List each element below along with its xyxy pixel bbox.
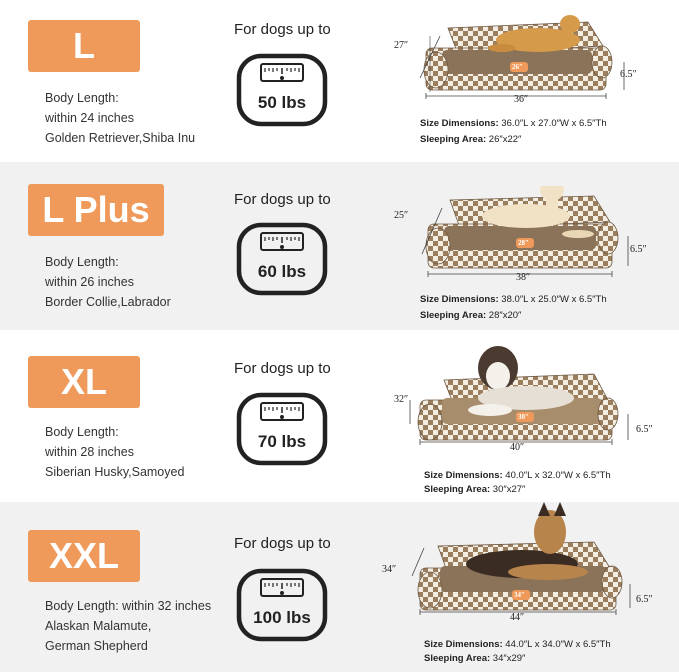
depth-label: 27″ bbox=[394, 40, 409, 51]
size-badge: L Plus bbox=[28, 184, 164, 236]
sleeping-area bbox=[424, 484, 525, 495]
sleeping-area-label: Sleeping Area: bbox=[424, 653, 491, 664]
size-dimensions-label: Size Dimensions: bbox=[424, 639, 503, 650]
scale-icon bbox=[236, 392, 328, 466]
height-label: 6.5″ bbox=[636, 424, 653, 435]
size-dimensions-value: 36.0″L x 27.0″W x 6.5″Th bbox=[498, 118, 607, 129]
max-weight: 50 lbs bbox=[257, 93, 307, 112]
breeds: German Shepherd bbox=[45, 639, 148, 653]
body-length-value: within 24 inches bbox=[45, 111, 134, 125]
for-dogs-label: For dogs up to bbox=[234, 360, 331, 377]
sleeping-area-value: 26″x22″ bbox=[486, 134, 522, 145]
max-weight: 70 lbs bbox=[257, 432, 307, 451]
weight-scale bbox=[236, 568, 328, 642]
sleeping-area bbox=[424, 653, 525, 664]
size-dimensions bbox=[420, 294, 607, 305]
body-length-label: Body Length: bbox=[45, 91, 119, 105]
bed-icon bbox=[398, 502, 653, 618]
dog-bed-illustration bbox=[394, 186, 653, 296]
height-label: 6.5″ bbox=[630, 244, 647, 255]
cushion-size-tag: 30″ bbox=[518, 413, 529, 421]
size-row-l-plus bbox=[0, 162, 679, 330]
size-dimensions-value: 38.0″L x 25.0″W x 6.5″Th bbox=[498, 294, 607, 305]
scale-icon bbox=[236, 53, 328, 127]
breeds: Golden Retriever,Shiba Inu bbox=[45, 131, 196, 145]
size-dimensions-label: Size Dimensions: bbox=[424, 470, 503, 481]
length-label: 36″ bbox=[514, 94, 529, 105]
size-dimensions bbox=[424, 470, 611, 481]
size-dimensions bbox=[424, 639, 611, 650]
size-badge: XXL bbox=[28, 530, 140, 582]
breeds: Border Collie,Labrador bbox=[45, 295, 171, 309]
body-length-value: Alaskan Malamute, bbox=[45, 619, 152, 633]
size-dimensions-label: Size Dimensions: bbox=[420, 118, 499, 129]
dog-bed-illustration bbox=[382, 502, 653, 623]
size-dimensions bbox=[420, 118, 607, 129]
depth-label: 25″ bbox=[394, 210, 409, 221]
for-dogs-label: For dogs up to bbox=[234, 21, 331, 38]
depth-label: 34″ bbox=[382, 564, 397, 575]
breeds: Siberian Husky,Samoyed bbox=[45, 465, 185, 479]
body-length-label: Body Length: within 32 inches bbox=[45, 599, 212, 613]
body-length-info bbox=[45, 252, 171, 312]
size-dimensions-label: Size Dimensions: bbox=[420, 294, 499, 305]
body-length-label: Body Length: bbox=[45, 255, 119, 269]
body-length-value: within 28 inches bbox=[45, 445, 134, 459]
cushion-size-tag: 28″ bbox=[518, 239, 529, 247]
bed-icon bbox=[398, 340, 653, 450]
height-label: 6.5″ bbox=[636, 594, 653, 605]
body-length-label: Body Length: bbox=[45, 425, 119, 439]
length-label: 40″ bbox=[510, 442, 525, 453]
depth-label: 32″ bbox=[394, 394, 409, 405]
size-row-xxl bbox=[0, 502, 679, 672]
length-label: 44″ bbox=[510, 612, 525, 623]
max-weight: 100 lbs bbox=[253, 608, 311, 627]
dog-bed-illustration bbox=[394, 340, 653, 453]
size-badge: L bbox=[28, 20, 140, 72]
sleeping-area bbox=[420, 310, 521, 321]
cushion-size-tag: 26″ bbox=[512, 63, 523, 71]
sleeping-area-label: Sleeping Area: bbox=[420, 134, 487, 145]
scale-icon bbox=[236, 568, 328, 642]
max-weight: 60 lbs bbox=[257, 262, 307, 281]
sleeping-area-label: Sleeping Area: bbox=[424, 484, 491, 495]
cushion-size-tag: 34″ bbox=[514, 591, 525, 599]
weight-scale bbox=[236, 392, 328, 466]
scale-icon bbox=[236, 222, 328, 296]
size-row-l bbox=[0, 0, 679, 168]
body-length-info bbox=[45, 88, 195, 148]
for-dogs-label: For dogs up to bbox=[234, 191, 331, 208]
body-length-info bbox=[45, 596, 211, 656]
length-label: 38″ bbox=[516, 272, 531, 283]
sleeping-area bbox=[420, 134, 521, 145]
weight-scale bbox=[236, 222, 328, 296]
weight-scale bbox=[236, 53, 328, 127]
sleeping-area-value: 30″x27″ bbox=[490, 484, 526, 495]
german-shepherd-dog-icon bbox=[466, 502, 588, 580]
body-length-info bbox=[45, 422, 184, 482]
body-length-value: within 26 inches bbox=[45, 275, 134, 289]
sleeping-area-value: 34″x29″ bbox=[490, 653, 526, 664]
size-dimensions-value: 40.0″L x 32.0″W x 6.5″Th bbox=[502, 470, 611, 481]
size-row-xl bbox=[0, 332, 679, 500]
sleeping-area-value: 28″x20″ bbox=[486, 310, 522, 321]
sleeping-area-label: Sleeping Area: bbox=[420, 310, 487, 321]
dog-bed-illustration bbox=[394, 6, 653, 116]
height-label: 6.5″ bbox=[620, 69, 637, 80]
size-dimensions-value: 44.0″L x 34.0″W x 6.5″Th bbox=[502, 639, 611, 650]
for-dogs-label: For dogs up to bbox=[234, 535, 331, 552]
size-badge: XL bbox=[28, 356, 140, 408]
